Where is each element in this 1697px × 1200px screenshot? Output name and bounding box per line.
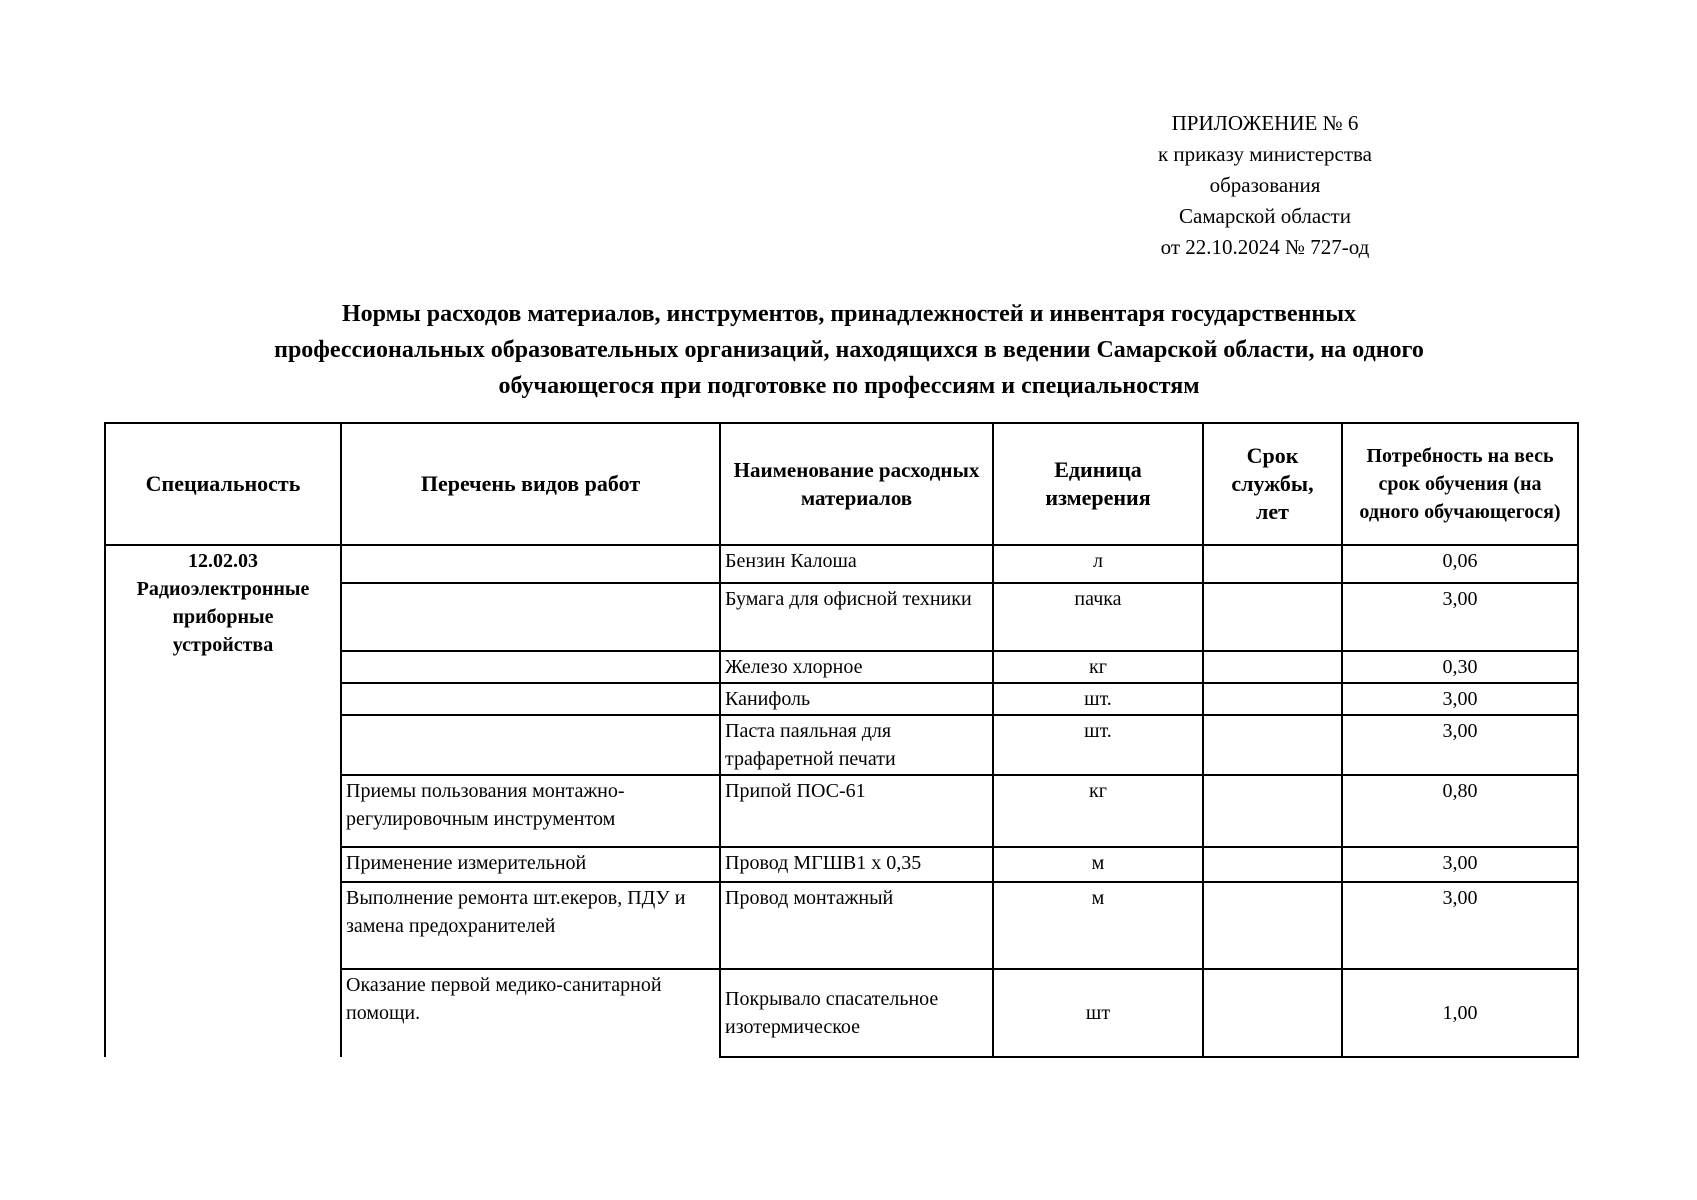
works-cell: Оказание первой медико-санитарной помощи. <box>341 969 720 1057</box>
need-cell: 1,00 <box>1342 969 1578 1057</box>
document-title <box>104 296 1594 404</box>
service-life-cell <box>1203 683 1342 715</box>
need-cell: 3,00 <box>1342 583 1578 651</box>
need-cell: 0,06 <box>1342 545 1578 583</box>
need-cell: 0,30 <box>1342 651 1578 683</box>
unit-cell: пачка <box>993 583 1203 651</box>
unit-cell: шт. <box>993 683 1203 715</box>
header-need: Потребность на весь срок обучения (на одного обучающегося) <box>1342 423 1578 545</box>
unit-cell: кг <box>993 651 1203 683</box>
service-life-cell <box>1203 847 1342 882</box>
works-cell <box>341 651 720 683</box>
works-cell: Приемы пользования монтажно-регулировочным инструментом <box>341 775 720 847</box>
unit-cell: л <box>993 545 1203 583</box>
service-life-cell <box>1203 583 1342 651</box>
appendix-title: ПРИЛОЖЕНИЕ № 6 <box>1171 111 1359 135</box>
specialty-code: 12.02.03 <box>188 550 258 572</box>
service-life-cell <box>1203 969 1342 1057</box>
appendix-line: к приказу министерства <box>1157 142 1373 166</box>
material-cell: Железо хлорное <box>720 651 993 683</box>
service-life-cell <box>1203 545 1342 583</box>
header-works: Перечень видов работ <box>341 423 720 545</box>
unit-cell: м <box>993 847 1203 882</box>
table-header-row <box>105 423 1578 545</box>
title-line: профессиональных образовательных организаций, находящихся в ведении Самарской области, на одного <box>274 337 1424 363</box>
service-life-cell <box>1203 651 1342 683</box>
need-cell: 3,00 <box>1342 847 1578 882</box>
header-materials: Наименование расходных материалов <box>720 423 993 545</box>
service-life-cell <box>1203 715 1342 775</box>
material-cell: Провод МГШВ1 х 0,35 <box>720 847 993 882</box>
title-line: обучающегося при подготовке по профессиям и специальностям <box>498 373 1200 399</box>
specialty-name-line: устройства <box>172 634 274 656</box>
unit-cell: кг <box>993 775 1203 847</box>
header-specialty: Специальность <box>105 423 341 545</box>
works-cell <box>341 715 720 775</box>
material-cell: Бумага для офисной техники <box>720 583 993 651</box>
specialty-name-line: приборные <box>172 606 274 628</box>
appendix-header <box>1100 108 1430 263</box>
material-cell: Провод монтажный <box>720 882 993 969</box>
title-line: Нормы расходов материалов, инструментов, принадлежностей и инвентаря государственных <box>342 301 1356 327</box>
specialty-name-line: Радиоэлектронные <box>136 578 310 600</box>
table-row <box>105 545 1578 583</box>
appendix-line: образования <box>1209 173 1321 197</box>
works-cell: Применение измерительной <box>341 847 720 882</box>
works-cell <box>341 545 720 583</box>
material-cell: Припой ПОС-61 <box>720 775 993 847</box>
header-service-life: Срок службы, лет <box>1203 423 1342 545</box>
works-cell: Выполнение ремонта шт.екеров, ПДУ и замена предохранителей <box>341 882 720 969</box>
material-cell: Канифоль <box>720 683 993 715</box>
need-cell: 0,80 <box>1342 775 1578 847</box>
specialty-cell <box>105 545 341 1057</box>
norms-table <box>104 422 1579 1058</box>
unit-cell: шт. <box>993 715 1203 775</box>
appendix-line: Самарской области <box>1179 204 1351 228</box>
header-unit: Единица измерения <box>993 423 1203 545</box>
need-cell: 3,00 <box>1342 715 1578 775</box>
need-cell: 3,00 <box>1342 882 1578 969</box>
appendix-order-date: от 22.10.2024 № 727-од <box>1160 235 1370 259</box>
material-cell: Покрывало спасательное изотермическое <box>720 969 993 1057</box>
service-life-cell <box>1203 882 1342 969</box>
unit-cell: м <box>993 882 1203 969</box>
unit-cell: шт <box>993 969 1203 1057</box>
need-cell: 3,00 <box>1342 683 1578 715</box>
service-life-cell <box>1203 775 1342 847</box>
works-cell <box>341 583 720 651</box>
material-cell: Бензин Калоша <box>720 545 993 583</box>
material-cell: Паста паяльная для трафаретной печати <box>720 715 993 775</box>
works-cell <box>341 683 720 715</box>
